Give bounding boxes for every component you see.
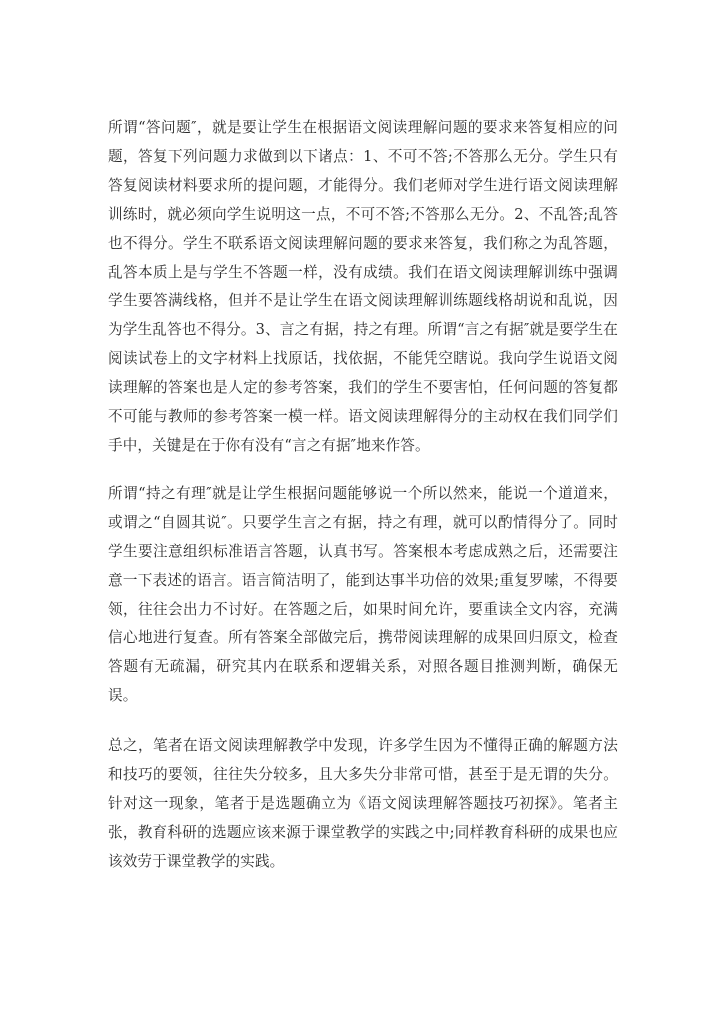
paragraph-conclusion: 总之，笔者在语文阅读理解教学中发现，许多学生因为不懂得正确的解题方法和技巧的要领，往往失分较多，且大多失分非常可惜，甚至于是无谓的失分。针对这一现象，笔者于是选题确立为《语文阅读理解答题技巧初探》。笔者主张，教育科研的选题应该来源于课堂教学的实践之中;同样教育科研的成果也应该效劳于课堂教学的实践。 [108,737,618,870]
paragraph-answering-questions: 所谓“答问题″，就是要让学生在根据语文阅读理解问题的要求来答复相应的问题，答复下列问题力求做到以下诸点：1、不可不答;不答那么无分。学生只有答复阅读材料要求所的提问题，才能得分。我们老师对学生进行语文阅读理解训练时，就必须向学生说明这一点，不可不答;不答那么无分。2、不乱答;乱答也不得分。学生不联系语文阅读理解问题的要求来答复，我们称之为乱答题，乱答本质上是与学生不答题一样，没有成绩。我们在语文阅读理解训练中强调学生要答满线格，但并不是让学生在语文阅读理解训练题线格胡说和乱说，因为学生乱答也不得分。3、言之有据，持之有理。所谓“言之有据″就是要学生在阅读试卷上的文字材料上找原话，找依据，不能凭空瞎说。我向学生说语文阅读理解的答案也是人定的参考答案，我们的学生不要害怕，任何问题的答复都不可能与教师的参考答案一模一样。语文阅读理解得分的主动权在我们同学们手中，关键是在于你有没有“言之有据″地来作答。 [108,119,618,454]
paragraph-reasoned-answers: 所谓“持之有理″就是让学生根据问题能够说一个所以然来，能说一个道道来，或谓之“自圆其说″。只要学生言之有据，持之有理，就可以酌情得分了。同时学生要注意组织标准语言答题，认真书写。答案根本考虑成熟之后，还需要注意一下表述的语言。语言简洁明了，能到达事半功倍的效果;重复罗嗦，不得要领，往往会出力不讨好。在答题之后，如果时间允许，要重读全文内容，充满信心地进行复查。所有答案全部做完后，携带阅读理解的成果回归原文，检查答题有无疏漏，研究其内在联系和逻辑关系，对照各题目推测判断，确保无误。 [108,484,618,705]
document-body [108,114,618,877]
